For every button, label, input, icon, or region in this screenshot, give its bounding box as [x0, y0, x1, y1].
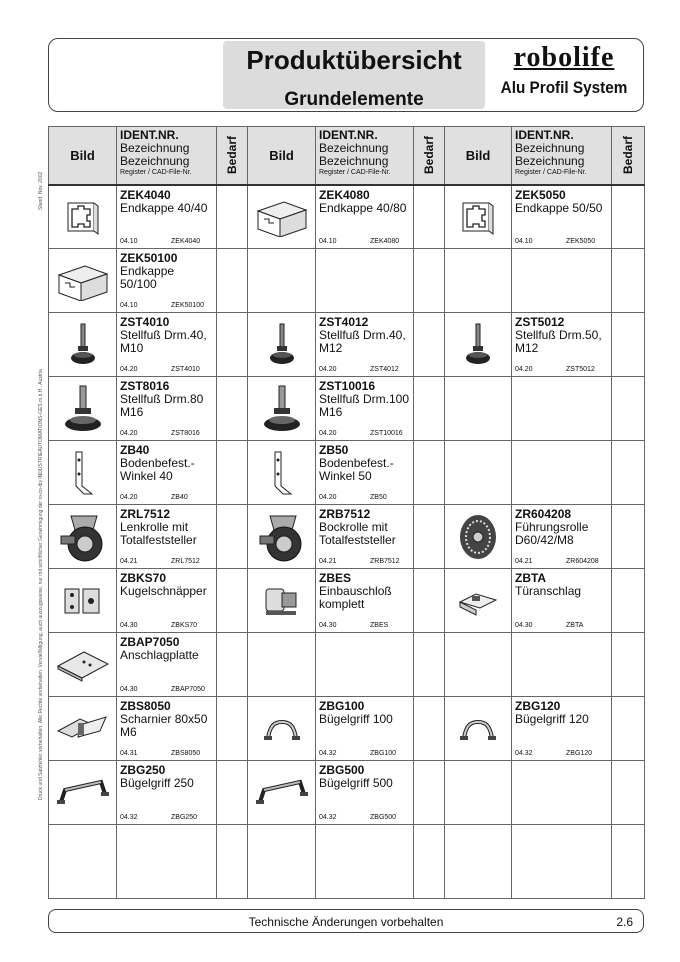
- product-code: ZB50: [319, 443, 349, 457]
- table-row: [49, 569, 645, 633]
- cad-file-number: ZST4012: [370, 366, 399, 373]
- product-cell: [316, 761, 414, 825]
- product-image: [248, 441, 316, 505]
- table-row: [49, 761, 645, 825]
- product-code: ZBG120: [515, 699, 561, 713]
- register-number: 04.32: [120, 814, 138, 821]
- product-cell: [512, 505, 612, 569]
- stand-date: Stand: Nov. 2002: [38, 171, 44, 210]
- product-name: Bodenbefest.- Winkel 50: [319, 456, 394, 483]
- page-subtitle: Grundelemente: [284, 89, 424, 110]
- empty-cell: [117, 825, 217, 899]
- bedarf-cell[interactable]: [217, 633, 248, 697]
- product-image: [49, 505, 117, 569]
- col-ident-label: IDENT.NR.: [515, 128, 574, 142]
- table-row: [49, 249, 645, 313]
- product-name: Führungsrolle D60/42/M8: [515, 520, 589, 547]
- bedarf-cell[interactable]: [612, 377, 645, 441]
- bedarf-cell[interactable]: [414, 505, 445, 569]
- bedarf-cell[interactable]: [612, 249, 645, 313]
- table-row: [49, 313, 645, 377]
- cad-file-number: ZBG250: [171, 814, 198, 821]
- col-ident-label: IDENT.NR.: [120, 128, 179, 142]
- product-name: Bügelgriff 100: [319, 712, 393, 726]
- product-cell: [117, 697, 217, 761]
- col-ident: [117, 127, 217, 185]
- register-number: 04.20: [319, 494, 337, 501]
- product-name: Endkappe 40/80: [319, 200, 407, 215]
- register-number: 04.10: [120, 238, 138, 245]
- register-number: 04.10: [319, 238, 337, 245]
- brand-logo: [493, 43, 635, 99]
- product-code: ZBES: [319, 571, 352, 585]
- register-number: 04.20: [319, 430, 337, 437]
- product-cell: [117, 313, 217, 377]
- side-copyright: [30, 140, 44, 800]
- cad-file-number: ZEK50100: [171, 302, 205, 309]
- bedarf-cell[interactable]: [612, 313, 645, 377]
- register-number: 04.32: [319, 750, 337, 757]
- register-number: 04.32: [319, 814, 337, 821]
- empty-image-cell: [248, 249, 316, 313]
- empty-image-cell: [49, 825, 117, 899]
- cad-file-number: ZBES: [370, 622, 389, 629]
- bedarf-cell[interactable]: [612, 825, 645, 899]
- product-code: ZRL7512: [120, 507, 171, 521]
- bedarf-cell[interactable]: [414, 569, 445, 633]
- bedarf-cell[interactable]: [217, 505, 248, 569]
- register-number: 04.30: [120, 622, 138, 629]
- cad-file-number: ZEK4040: [171, 238, 201, 245]
- register-number: 04.21: [319, 558, 337, 565]
- cad-file-number: ZB40: [171, 494, 188, 501]
- product-cell: [316, 377, 414, 441]
- col-bez-label: Bezeichnung: [120, 141, 190, 155]
- table-row: [49, 185, 645, 249]
- col-bedarf: [414, 127, 445, 185]
- register-number: 04.20: [120, 366, 138, 373]
- product-table: [48, 126, 645, 899]
- empty-cell: [512, 441, 612, 505]
- table-row: [49, 825, 645, 899]
- register-number: 04.20: [515, 366, 533, 373]
- product-name: Bockrolle mit Totalfeststeller: [319, 520, 396, 547]
- product-name: Einbauschloß komplett: [319, 584, 392, 611]
- empty-image-cell: [445, 761, 512, 825]
- copyright-text: Druck und Satzfehler vorbehalten. Alle Rechte vorbehalten. Vervielfältigung, auch auszugsweise, nur mit schriftlicher Genehmigung der ro-co-dis INDUSTRIEAUTOMATIONS-GES.m.b.H., Austria: [38, 369, 44, 800]
- bedarf-cell[interactable]: [414, 185, 445, 249]
- product-image: [49, 185, 117, 249]
- bedarf-cell[interactable]: [612, 761, 645, 825]
- col-bez-label: Bezeichnung: [515, 141, 585, 155]
- empty-cell: [512, 249, 612, 313]
- register-number: 04.30: [120, 686, 138, 693]
- product-code: ZEK50100: [120, 251, 178, 265]
- empty-image-cell: [445, 441, 512, 505]
- bedarf-cell[interactable]: [217, 761, 248, 825]
- empty-image-cell: [445, 249, 512, 313]
- product-code: ZBG100: [319, 699, 365, 713]
- bedarf-cell[interactable]: [612, 505, 645, 569]
- empty-cell: [512, 377, 612, 441]
- empty-image-cell: [445, 377, 512, 441]
- product-cell: [316, 185, 414, 249]
- product-image: [445, 697, 512, 761]
- product-image: [49, 633, 117, 697]
- product-cell: [512, 569, 612, 633]
- col-ident: [316, 127, 414, 185]
- product-image: [248, 761, 316, 825]
- product-name: Lenkrolle mit Totalfeststeller: [120, 520, 197, 547]
- empty-image-cell: [445, 633, 512, 697]
- table-row: [49, 505, 645, 569]
- product-image: [49, 761, 117, 825]
- product-code: ZRB7512: [319, 507, 371, 521]
- product-name: Bodenbefest.- Winkel 40: [120, 456, 195, 483]
- product-image: [49, 313, 117, 377]
- product-image: [248, 377, 316, 441]
- product-code: ZST4012: [319, 315, 369, 329]
- product-cell: [512, 185, 612, 249]
- product-code: ZEK5050: [515, 187, 566, 202]
- bedarf-cell[interactable]: [414, 633, 445, 697]
- bedarf-cell[interactable]: [612, 185, 645, 249]
- col-bild: Bild: [445, 127, 512, 185]
- product-name: Stellfuß Drm.50, M12: [515, 328, 602, 355]
- cad-file-number: ZBTA: [566, 622, 584, 629]
- col-bez-label: Bezeichnung: [319, 141, 389, 155]
- register-number: 04.32: [515, 750, 533, 757]
- bedarf-cell[interactable]: [217, 441, 248, 505]
- cad-file-number: ZBKS70: [171, 622, 198, 629]
- product-name: Endkappe 40/40: [120, 200, 208, 215]
- product-name: Endkappe 50/50: [515, 200, 603, 215]
- col-reg-label: Register / CAD-File-Nr.: [319, 169, 391, 176]
- product-name: Bügelgriff 120: [515, 712, 589, 726]
- col-ident-label: IDENT.NR.: [319, 128, 378, 142]
- bedarf-cell[interactable]: [217, 185, 248, 249]
- product-image: [248, 697, 316, 761]
- empty-image-cell: [445, 825, 512, 899]
- page-number: 2.6: [616, 915, 633, 929]
- bedarf-cell[interactable]: [217, 569, 248, 633]
- empty-cell: [512, 633, 612, 697]
- cad-file-number: ZRB7512: [370, 558, 400, 565]
- table-row: [49, 697, 645, 761]
- col-reg-label: Register / CAD-File-Nr.: [120, 169, 192, 176]
- register-number: 04.10: [515, 238, 533, 245]
- brand-subtitle: Alu Profil System: [500, 78, 628, 97]
- product-name: Endkappe 50/100: [120, 264, 175, 291]
- register-number: 04.20: [120, 430, 138, 437]
- product-cell: [117, 249, 217, 313]
- bedarf-cell[interactable]: [612, 633, 645, 697]
- product-cell: [117, 505, 217, 569]
- product-name: Stellfuß Drm.40, M10: [120, 328, 207, 355]
- bedarf-cell[interactable]: [414, 697, 445, 761]
- cad-file-number: ZBG100: [370, 750, 397, 757]
- product-image: [445, 313, 512, 377]
- col-bild: Bild: [248, 127, 316, 185]
- product-image: [445, 185, 512, 249]
- product-image: [248, 313, 316, 377]
- bedarf-cell[interactable]: [217, 377, 248, 441]
- product-code: ZST4010: [120, 315, 170, 329]
- col-bedarf-label: Bedarf: [422, 136, 436, 175]
- product-code: ZST5012: [515, 315, 565, 329]
- product-cell: [512, 313, 612, 377]
- product-cell: [117, 377, 217, 441]
- product-code: ZST8016: [120, 379, 170, 393]
- col-bedarf-label: Bedarf: [621, 136, 635, 175]
- cad-file-number: ZBS8050: [171, 750, 201, 757]
- col-ident: [512, 127, 612, 185]
- empty-cell: [512, 825, 612, 899]
- cad-file-number: ZST5012: [566, 366, 595, 373]
- cad-file-number: ZR604208: [566, 558, 599, 565]
- table-row: [49, 377, 645, 441]
- cad-file-number: ZBG120: [566, 750, 593, 757]
- table-row: [49, 633, 645, 697]
- product-image: [49, 697, 117, 761]
- product-code: ZBKS70: [120, 571, 167, 585]
- empty-image-cell: [248, 825, 316, 899]
- register-number: 04.10: [120, 302, 138, 309]
- product-name: Bügelgriff 500: [319, 776, 393, 790]
- col-reg-label: Register / CAD-File-Nr.: [515, 169, 587, 176]
- col-bild: Bild: [49, 127, 117, 185]
- register-number: 04.21: [515, 558, 533, 565]
- col-bez2-label: Bezeichnung: [515, 154, 585, 168]
- product-cell: [316, 569, 414, 633]
- cad-file-number: ZBAP7050: [171, 686, 205, 693]
- empty-cell: [512, 761, 612, 825]
- page-title: Produktübersicht: [246, 45, 462, 75]
- product-code: ZBTA: [515, 571, 547, 585]
- product-image: [248, 185, 316, 249]
- bedarf-cell[interactable]: [414, 313, 445, 377]
- product-code: ZEK4040: [120, 187, 171, 202]
- product-cell: [117, 633, 217, 697]
- col-bez2-label: Bezeichnung: [120, 154, 190, 168]
- bedarf-cell[interactable]: [217, 825, 248, 899]
- product-cell: [316, 441, 414, 505]
- product-cell: [117, 761, 217, 825]
- col-bez2-label: Bezeichnung: [319, 154, 389, 168]
- product-code: ZBG250: [120, 763, 166, 777]
- product-name: Anschlagplatte: [120, 648, 199, 662]
- product-name: Kugelschnäpper: [120, 584, 207, 598]
- product-image: [49, 249, 117, 313]
- register-number: 04.30: [515, 622, 533, 629]
- col-bedarf-label: Bedarf: [225, 136, 239, 175]
- bedarf-cell[interactable]: [414, 441, 445, 505]
- cad-file-number: ZST8016: [171, 430, 200, 437]
- cad-file-number: ZRL7512: [171, 558, 200, 565]
- page-footer: [48, 909, 644, 933]
- empty-image-cell: [248, 633, 316, 697]
- register-number: 04.31: [120, 750, 138, 757]
- cad-file-number: ZEK4080: [370, 238, 400, 245]
- product-name: Scharnier 80x50 M6: [120, 712, 208, 739]
- product-code: ZBS8050: [120, 699, 171, 713]
- product-cell: [117, 569, 217, 633]
- cad-file-number: ZST4010: [171, 366, 200, 373]
- cad-file-number: ZBG500: [370, 814, 397, 821]
- product-code: ZR604208: [515, 507, 572, 521]
- cad-file-number: ZST10016: [370, 430, 403, 437]
- product-image: [49, 377, 117, 441]
- table-header: [49, 127, 645, 185]
- empty-cell: [316, 633, 414, 697]
- product-cell: [316, 313, 414, 377]
- product-code: ZST10016: [319, 379, 376, 393]
- bedarf-cell[interactable]: [217, 697, 248, 761]
- product-cell: [512, 697, 612, 761]
- product-code: ZBAP7050: [120, 635, 180, 649]
- bedarf-cell[interactable]: [612, 697, 645, 761]
- product-name: Stellfuß Drm.100 M16: [319, 392, 410, 419]
- page-header: [48, 38, 644, 112]
- empty-cell: [316, 825, 414, 899]
- bedarf-cell[interactable]: [217, 249, 248, 313]
- footer-note: Technische Änderungen vorbehalten: [248, 915, 444, 929]
- product-cell: [316, 697, 414, 761]
- product-image: [248, 569, 316, 633]
- product-cell: [117, 185, 217, 249]
- register-number: 04.20: [319, 366, 337, 373]
- product-image: [445, 505, 512, 569]
- product-cell: [117, 441, 217, 505]
- product-cell: [316, 505, 414, 569]
- product-image: [445, 569, 512, 633]
- col-bedarf: [217, 127, 248, 185]
- table-row: [49, 441, 645, 505]
- bedarf-cell[interactable]: [414, 377, 445, 441]
- bedarf-cell[interactable]: [414, 825, 445, 899]
- product-image: [49, 441, 117, 505]
- product-code: ZEK4080: [319, 187, 370, 202]
- cad-file-number: ZB50: [370, 494, 387, 501]
- product-code: ZB40: [120, 443, 150, 457]
- bedarf-cell[interactable]: [612, 569, 645, 633]
- empty-cell: [316, 249, 414, 313]
- bedarf-cell[interactable]: [217, 313, 248, 377]
- product-name: Türanschlag: [515, 584, 582, 598]
- product-name: Stellfuß Drm.40, M12: [319, 328, 406, 355]
- product-image: [248, 505, 316, 569]
- bedarf-cell[interactable]: [414, 249, 445, 313]
- product-image: [49, 569, 117, 633]
- product-code: ZBG500: [319, 763, 365, 777]
- register-number: 04.20: [120, 494, 138, 501]
- register-number: 04.30: [319, 622, 337, 629]
- bedarf-cell[interactable]: [414, 761, 445, 825]
- product-name: Stellfuß Drm.80 M16: [120, 392, 204, 419]
- col-bedarf: [612, 127, 645, 185]
- bedarf-cell[interactable]: [612, 441, 645, 505]
- product-name: Bügelgriff 250: [120, 776, 194, 790]
- register-number: 04.21: [120, 558, 138, 565]
- brand-name: robolife: [513, 42, 615, 73]
- cad-file-number: ZEK5050: [566, 238, 596, 245]
- title-box: [223, 41, 485, 109]
